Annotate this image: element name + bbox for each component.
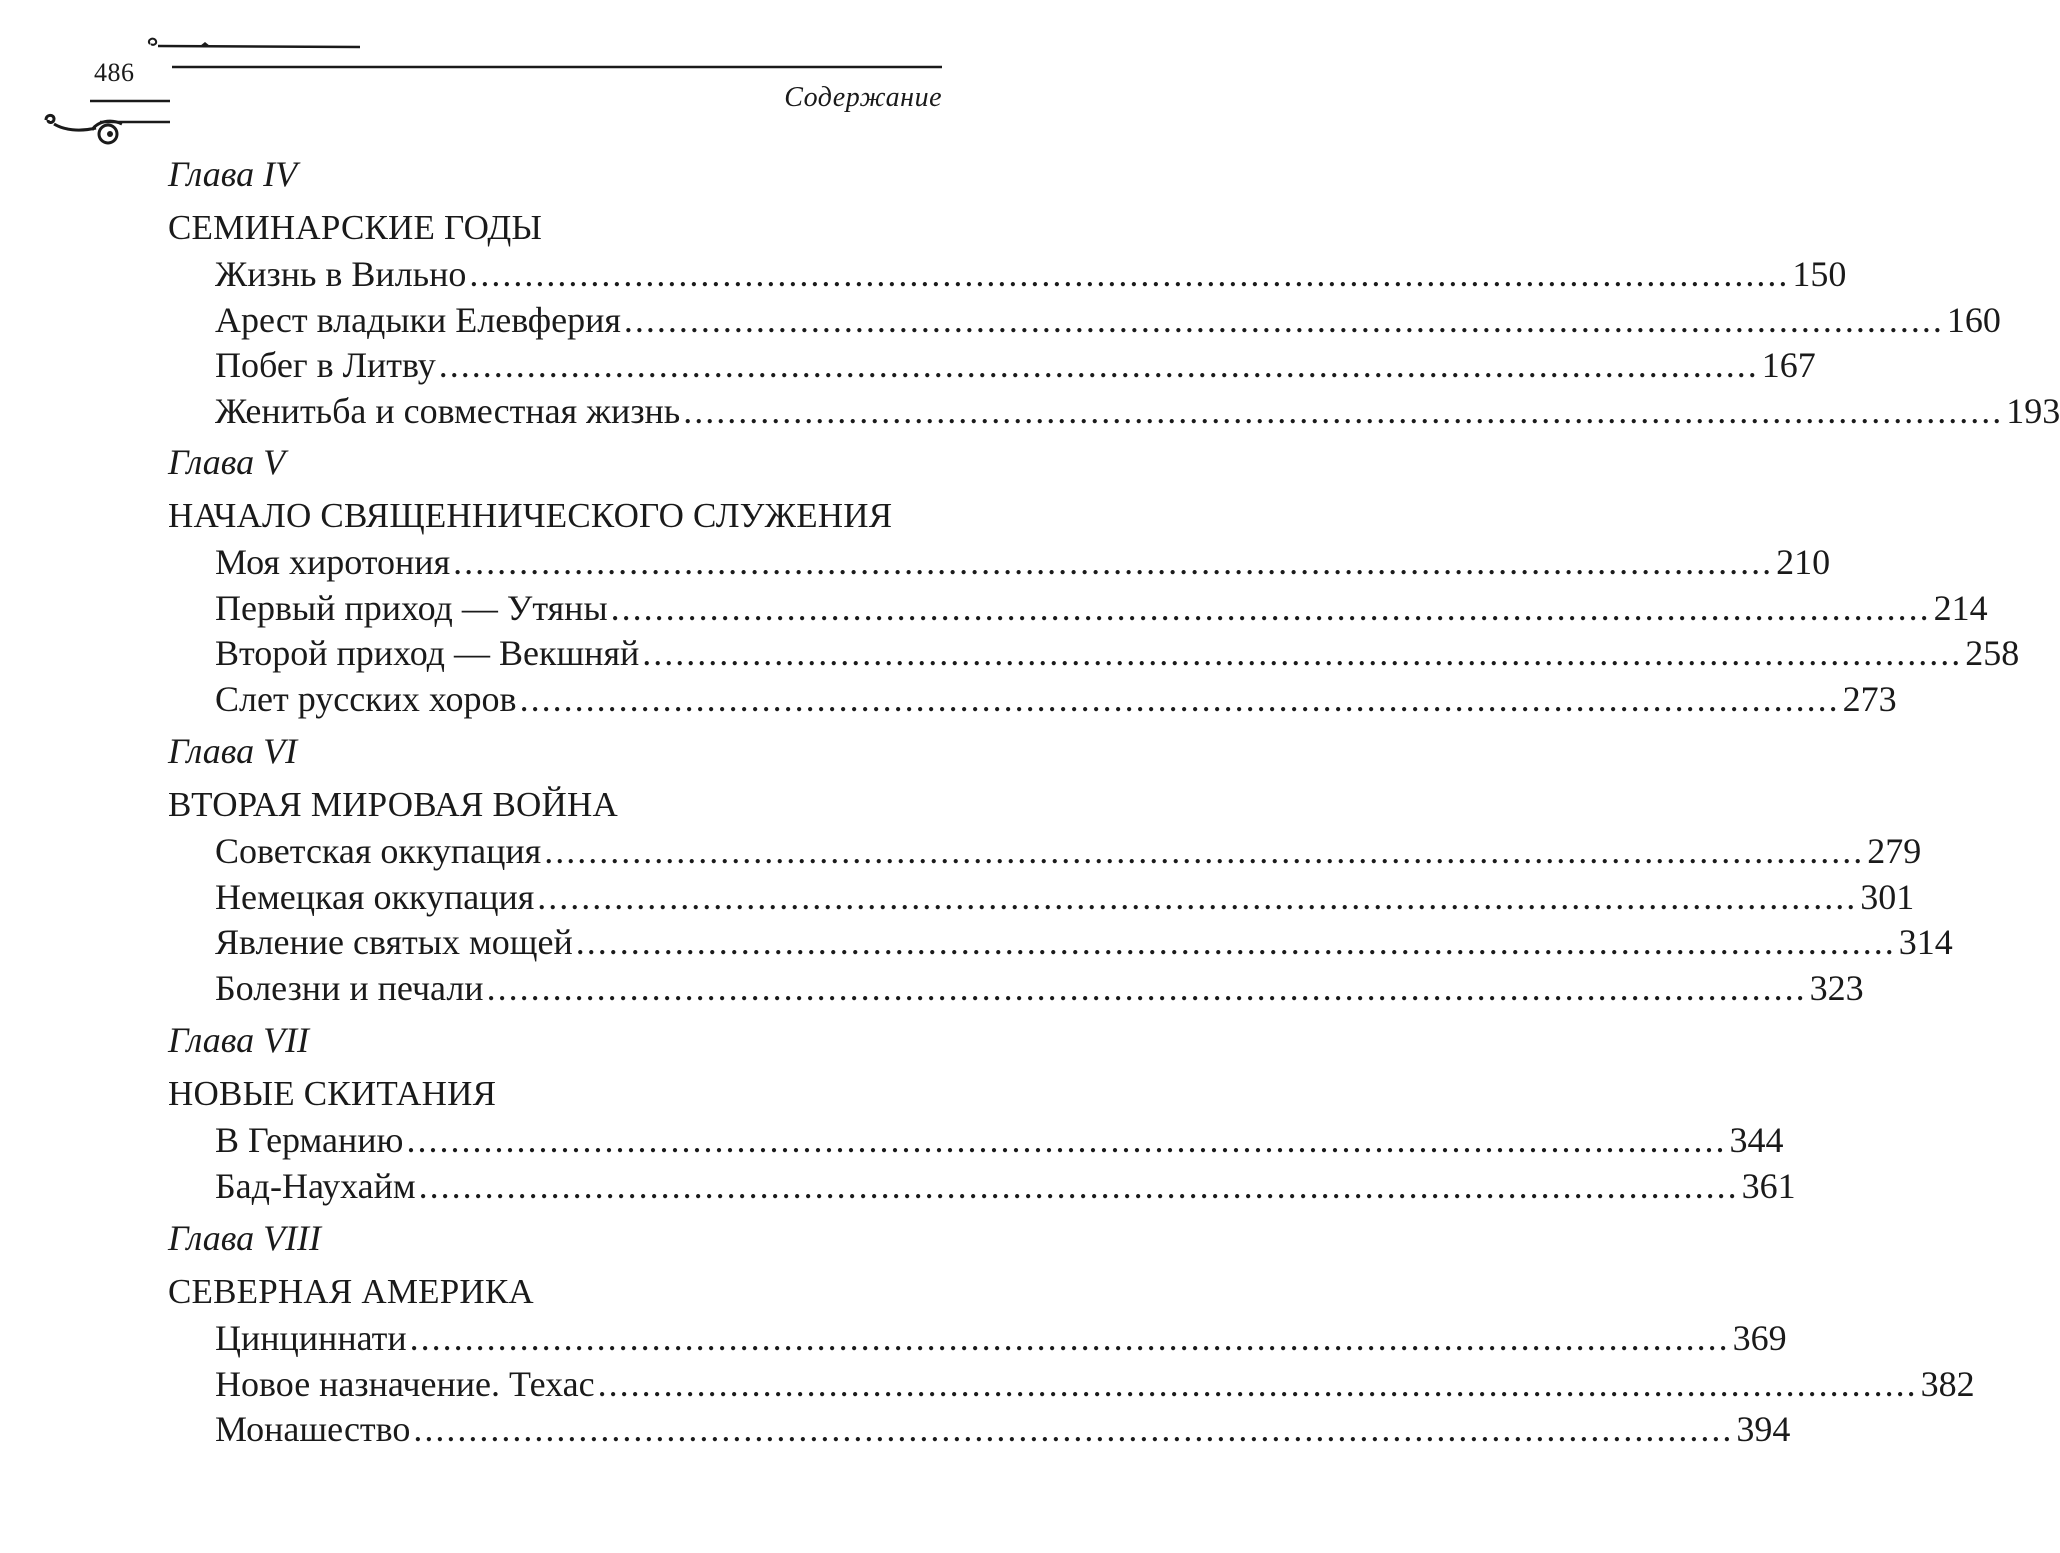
entry-title: Монашество (215, 1409, 411, 1449)
dot-leader: ........................................................................................................................ (438, 345, 1759, 385)
dot-leader: ........................................................................................................................ (418, 1165, 1739, 1206)
entry-page-number: 369 (1732, 1318, 1787, 1358)
entry-page-number: 193 (2006, 390, 2060, 431)
entry-title: Бад-Наухайм (215, 1165, 416, 1206)
entry-page-number: 344 (1729, 1120, 1784, 1160)
entry-page-number: 160 (1946, 299, 2001, 340)
chapter-title: СЕВЕРНАЯ АМЕРИКА (168, 1272, 534, 1311)
chapter-7 (168, 1016, 1796, 1209)
dot-leader: ........................................................................................................................ (597, 1363, 1918, 1404)
chapter-label: Глава IV (168, 154, 298, 194)
entry-title: Моя хиротония (215, 542, 451, 582)
dot-leader: ........................................................................................................................ (642, 633, 1963, 673)
entry-title: Слет русских хоров (215, 678, 517, 719)
toc-entry[interactable] (215, 389, 2060, 435)
toc-entry[interactable] (215, 298, 2001, 344)
chapter-label: Глава VIII (168, 1218, 322, 1258)
toc-entry[interactable] (215, 966, 1864, 1012)
entry-page-number: 214 (1933, 587, 1988, 628)
chapter-4 (168, 150, 2060, 434)
entry-title: В Германию (215, 1120, 404, 1160)
chapter-5 (168, 438, 2020, 722)
dot-leader: ........................................................................................................................ (683, 390, 2004, 431)
entry-page-number: 361 (1741, 1165, 1796, 1206)
dot-leader: ........................................................................................................................ (486, 967, 1807, 1008)
toc-entry[interactable] (215, 586, 1988, 632)
page-header (0, 0, 1000, 160)
chapter-title: ВТОРАЯ МИРОВАЯ ВОЙНА (168, 785, 618, 824)
dot-leader: ........................................................................................................................ (453, 542, 1774, 582)
entry-title: Жизнь в Вильно (215, 254, 467, 294)
dot-leader: ........................................................................................................................ (409, 1318, 1730, 1358)
dot-leader: ........................................................................................................................ (623, 299, 1944, 340)
toc-entry[interactable] (215, 343, 1816, 389)
chapter-title: НАЧАЛО СВЯЩЕННИЧЕСКОГО СЛУЖЕНИЯ (168, 496, 893, 535)
dot-leader: ........................................................................................................................ (413, 1409, 1734, 1449)
ornament-flourish-icon (0, 0, 1000, 160)
entry-title: Явление святых мощей (215, 922, 573, 962)
entry-page-number: 258 (1965, 633, 2020, 673)
toc-entry[interactable] (215, 677, 1897, 723)
chapter-label: Глава VI (168, 731, 298, 771)
toc-entry[interactable] (215, 252, 1847, 298)
entry-page-number: 210 (1776, 542, 1831, 582)
dot-leader: ........................................................................................................................ (519, 678, 1840, 719)
entry-page-number: 314 (1898, 922, 1953, 962)
dot-leader: ........................................................................................................................ (537, 876, 1858, 917)
toc-entry[interactable] (215, 920, 1953, 966)
dot-leader: ........................................................................................................................ (610, 587, 1931, 628)
dot-leader: ........................................................................................................................ (544, 831, 1865, 871)
entry-title: Новое назначение. Техас (215, 1363, 595, 1404)
toc-entry[interactable] (215, 1316, 1787, 1362)
chapter-title: СЕМИНАРСКИЕ ГОДЫ (168, 208, 543, 247)
page-number: 486 (94, 58, 135, 87)
toc-entry[interactable] (215, 1407, 1791, 1453)
chapter-title: НОВЫЕ СКИТАНИЯ (168, 1074, 497, 1113)
entry-title: Побег в Литву (215, 345, 436, 385)
toc-entry[interactable] (215, 875, 1915, 921)
entry-page-number: 279 (1867, 831, 1922, 871)
chapter-8 (168, 1214, 1975, 1453)
running-title: Содержание (784, 82, 942, 113)
entry-page-number: 382 (1920, 1363, 1975, 1404)
entry-title: Арест владыки Елевферия (215, 299, 621, 340)
entry-page-number: 394 (1736, 1409, 1791, 1449)
toc-entry[interactable] (215, 1164, 1796, 1210)
toc-entry[interactable] (215, 1362, 1975, 1408)
chapter-6 (168, 727, 1953, 1011)
chapter-label: Глава VII (168, 1020, 310, 1060)
entry-title: Женитьба и совместная жизнь (215, 390, 681, 431)
entry-page-number: 150 (1792, 254, 1847, 294)
dot-leader: ........................................................................................................................ (406, 1120, 1727, 1160)
entry-page-number: 323 (1809, 967, 1864, 1008)
chapter-label: Глава V (168, 442, 286, 482)
toc-entry[interactable] (215, 1118, 1784, 1164)
toc-entry[interactable] (215, 540, 1831, 586)
entry-page-number: 301 (1860, 876, 1915, 917)
entry-title: Цинциннати (215, 1318, 407, 1358)
entry-title: Болезни и печали (215, 967, 484, 1008)
dot-leader: ........................................................................................................................ (469, 254, 1790, 294)
entry-title: Первый приход — Утяны (215, 587, 608, 628)
entry-page-number: 273 (1842, 678, 1897, 719)
entry-title: Советская оккупация (215, 831, 542, 871)
entry-title: Немецкая оккупация (215, 876, 535, 917)
toc-entry[interactable] (215, 829, 1922, 875)
toc-entry[interactable] (215, 631, 2020, 677)
dot-leader: ........................................................................................................................ (575, 922, 1896, 962)
entry-page-number: 167 (1761, 345, 1816, 385)
entry-title: Второй приход — Векшняй (215, 633, 640, 673)
